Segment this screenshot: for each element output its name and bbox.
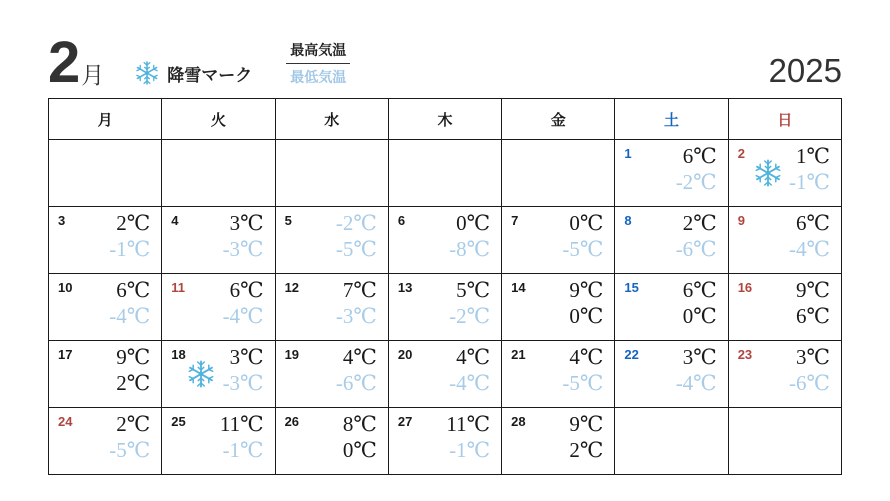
day-cell-content: [49, 274, 161, 340]
day-number: 2: [737, 146, 745, 161]
temperature-block: [676, 345, 717, 396]
low-temperature: -4℃: [675, 370, 717, 395]
calendar-day-cell[interactable]: [162, 341, 275, 408]
calendar-header: [48, 20, 842, 95]
calendar-day-cell[interactable]: [728, 140, 841, 207]
high-temperature: 9℃: [569, 278, 604, 302]
high-temperature: -2℃: [335, 211, 377, 235]
low-temperature: -1℃: [109, 236, 151, 261]
calendar-week-row: [49, 408, 842, 475]
temperature-block: [223, 211, 264, 262]
temperature-block: [109, 278, 150, 329]
calendar-day-cell[interactable]: [162, 207, 275, 274]
calendar-day-cell[interactable]: [49, 341, 162, 408]
weekday-header-土: 土: [615, 99, 728, 140]
calendar-week-row: [49, 207, 842, 274]
calendar-day-cell[interactable]: [502, 207, 615, 274]
day-number: 3: [58, 213, 66, 228]
high-temperature: 2℃: [116, 412, 151, 436]
calendar-day-cell[interactable]: [162, 408, 275, 475]
high-temperature: 7℃: [342, 278, 377, 302]
day-number: 19: [284, 347, 300, 362]
calendar-header-row: [49, 99, 842, 140]
low-temperature: -2℃: [449, 303, 491, 328]
low-temperature: -1℃: [789, 169, 830, 194]
month-number: 2: [48, 30, 80, 95]
day-number: 27: [397, 414, 413, 429]
high-temperature: 6℃: [796, 211, 830, 235]
calendar-cell-empty: [388, 140, 501, 207]
calendar-day-cell[interactable]: [615, 140, 728, 207]
calendar-day-cell[interactable]: [49, 274, 162, 341]
high-temperature: 2℃: [116, 211, 151, 235]
temperature-block: [109, 211, 150, 262]
low-temperature: 2℃: [569, 437, 604, 462]
high-temperature: 4℃: [456, 345, 491, 369]
day-number: 1: [624, 146, 632, 161]
day-cell-content: [389, 341, 501, 407]
high-temperature: 9℃: [116, 345, 151, 369]
calendar-body: [49, 140, 842, 475]
calendar-day-cell[interactable]: [388, 274, 501, 341]
day-cell-content: [502, 274, 614, 340]
low-temperature: -1℃: [449, 437, 491, 462]
low-temperature: -5℃: [109, 437, 151, 462]
low-temperature: -8℃: [449, 236, 491, 261]
low-temperature: -6℃: [789, 370, 830, 395]
day-cell-content: [276, 341, 388, 407]
high-temperature: 6℃: [229, 278, 264, 302]
day-number: 23: [737, 347, 753, 362]
high-temperature: 4℃: [342, 345, 377, 369]
temperature-block: [109, 412, 150, 463]
weekday-header-月: 月: [49, 99, 162, 140]
weekday-header-日: 日: [728, 99, 841, 140]
day-number: 26: [284, 414, 300, 429]
temperature-block: [223, 278, 264, 329]
snow-legend-label: 降雪マーク: [167, 65, 253, 86]
low-temperature: -2℃: [675, 169, 717, 194]
day-cell-content: [615, 207, 727, 273]
day-cell-content: [162, 207, 274, 273]
high-temperature: 3℃: [796, 345, 830, 369]
low-temperature: -3℃: [335, 303, 377, 328]
calendar-day-cell[interactable]: [502, 408, 615, 475]
day-cell-content: [276, 140, 388, 206]
low-temperature: -5℃: [562, 236, 604, 261]
temperature-block: [220, 412, 264, 463]
day-cell-content: [729, 207, 841, 273]
calendar-day-cell[interactable]: [615, 274, 728, 341]
calendar-day-cell[interactable]: [615, 207, 728, 274]
calendar-cell-empty: [49, 140, 162, 207]
calendar-cell-empty: [615, 408, 728, 475]
calendar-day-cell[interactable]: [388, 341, 501, 408]
day-cell-content: [389, 408, 501, 474]
calendar-day-cell[interactable]: [49, 207, 162, 274]
temperature-block: [676, 144, 717, 195]
temperature-block: [449, 278, 490, 329]
calendar-day-cell[interactable]: [275, 274, 388, 341]
calendar-day-cell[interactable]: [728, 207, 841, 274]
low-temperature: -4℃: [222, 303, 264, 328]
temperature-block: [116, 345, 150, 396]
temperature-block: [789, 211, 830, 262]
day-cell-content: [389, 274, 501, 340]
low-temperature: -4℃: [449, 370, 491, 395]
calendar-day-cell[interactable]: [388, 408, 501, 475]
temperature-block: [449, 345, 490, 396]
snowflake-icon: [753, 158, 783, 188]
calendar-day-cell[interactable]: [49, 408, 162, 475]
day-cell-content: [389, 140, 501, 206]
day-number: 28: [511, 414, 526, 429]
high-temperature: 0℃: [569, 211, 604, 235]
day-number: 11: [171, 280, 186, 295]
day-number: 9: [737, 213, 745, 228]
high-temperature: 3℃: [229, 211, 264, 235]
high-temperature: 6℃: [682, 278, 717, 302]
low-temperature: -3℃: [222, 370, 264, 395]
high-temperature: 11℃: [446, 412, 491, 436]
temperature-block: [562, 211, 603, 262]
temperature-block: [336, 345, 377, 396]
temperature-block: [789, 345, 830, 396]
low-temperature: 0℃: [569, 303, 604, 328]
low-temperature: -4℃: [109, 303, 151, 328]
day-number: 25: [171, 414, 186, 429]
day-cell-content: [49, 207, 161, 273]
calendar-day-cell[interactable]: [502, 341, 615, 408]
day-number: 4: [171, 213, 179, 228]
day-cell-content: [729, 408, 841, 474]
day-number: 22: [624, 347, 639, 362]
calendar-week-row: [49, 341, 842, 408]
low-temperature: -1℃: [222, 437, 264, 462]
day-cell-content: [502, 341, 614, 407]
low-temp-legend-label: 最低気温: [290, 70, 347, 86]
day-cell-content: [276, 274, 388, 340]
temperature-block: [336, 211, 377, 262]
day-number: 5: [284, 213, 292, 228]
low-temperature: 0℃: [342, 437, 377, 462]
temperature-block: [449, 211, 490, 262]
day-number: 20: [397, 347, 413, 362]
low-temperature: -3℃: [222, 236, 264, 261]
day-cell-content: [162, 140, 274, 206]
calendar-cell-empty: [162, 140, 275, 207]
weekday-header-木: 木: [388, 99, 501, 140]
calendar-week-row: [49, 274, 842, 341]
calendar-day-cell[interactable]: [615, 341, 728, 408]
day-number: 8: [624, 213, 632, 228]
temperature-block: [562, 345, 603, 396]
snow-legend: [134, 60, 252, 92]
weekday-row: [49, 99, 842, 140]
weekday-header-金: 金: [502, 99, 615, 140]
high-temperature: 3℃: [229, 345, 264, 369]
day-number: 12: [284, 280, 300, 295]
day-cell-content: [389, 207, 501, 273]
day-number: 16: [737, 280, 753, 295]
snowflake-icon: [134, 60, 160, 86]
snowflake-icon: [186, 359, 216, 389]
calendar-week-row: [49, 140, 842, 207]
temperature-block: [796, 278, 830, 329]
day-cell-content: [615, 140, 727, 206]
low-temperature: -5℃: [335, 236, 377, 261]
day-number: 14: [511, 280, 526, 295]
high-temperature: 5℃: [456, 278, 491, 302]
day-number: 21: [511, 347, 526, 362]
day-number: 18: [171, 347, 186, 362]
day-number: 7: [511, 213, 519, 228]
high-temperature: 9℃: [569, 412, 604, 436]
calendar-cell-empty: [502, 140, 615, 207]
day-cell-content: [615, 274, 727, 340]
day-cell-content: [276, 408, 388, 474]
day-cell-content: [162, 408, 274, 474]
calendar-day-cell[interactable]: [162, 274, 275, 341]
low-temperature: -6℃: [675, 236, 717, 261]
day-cell-content: [49, 341, 161, 407]
high-temperature: 9℃: [796, 278, 830, 302]
temperature-block: [223, 345, 264, 396]
high-temperature: 6℃: [682, 144, 717, 168]
day-cell-content: [162, 274, 274, 340]
calendar-table: [48, 98, 842, 475]
calendar-day-cell[interactable]: [275, 408, 388, 475]
day-number: 15: [624, 280, 639, 295]
day-cell-content: [729, 274, 841, 340]
high-temperature: 0℃: [456, 211, 491, 235]
temperature-block: [683, 278, 717, 329]
high-temperature: 11℃: [219, 412, 264, 436]
month-kanji: 月: [81, 63, 105, 89]
calendar-cell-empty: [728, 408, 841, 475]
day-number: 24: [58, 414, 73, 429]
day-cell-content: [49, 140, 161, 206]
temperature-block: [336, 278, 377, 329]
day-cell-content: [502, 140, 614, 206]
high-temperature: 2℃: [682, 211, 717, 235]
temperature-legend: [286, 40, 350, 92]
day-number: 6: [397, 213, 406, 228]
calendar-cell-empty: [275, 140, 388, 207]
low-temperature: -5℃: [562, 370, 604, 395]
low-temperature: -4℃: [789, 236, 830, 261]
day-number: 17: [58, 347, 73, 362]
high-temperature: 6℃: [116, 278, 151, 302]
weekday-header-火: 火: [162, 99, 275, 140]
day-cell-content: [615, 341, 727, 407]
calendar-day-cell[interactable]: [728, 341, 841, 408]
calendar-day-cell[interactable]: [388, 207, 501, 274]
day-number: 10: [58, 280, 73, 295]
day-cell-content: [729, 140, 841, 206]
temperature-block: [446, 412, 490, 463]
month-title: [48, 30, 105, 95]
day-cell-content: [276, 207, 388, 273]
high-temperature: 8℃: [342, 412, 377, 436]
calendar-day-cell[interactable]: [502, 274, 615, 341]
low-temperature: 6℃: [796, 303, 830, 328]
low-temperature: 0℃: [682, 303, 717, 328]
high-temperature: 1℃: [796, 144, 830, 168]
day-cell-content: [729, 341, 841, 407]
day-cell-content: [502, 408, 614, 474]
high-temperature: 3℃: [682, 345, 717, 369]
calendar-day-cell[interactable]: [728, 274, 841, 341]
day-number: 13: [397, 280, 413, 295]
day-cell-content: [502, 207, 614, 273]
calendar-day-cell[interactable]: [275, 341, 388, 408]
temperature-block: [789, 144, 830, 195]
high-temperature: 4℃: [569, 345, 604, 369]
high-temp-legend-label: 最高気温: [286, 40, 350, 64]
day-cell-content: [162, 341, 274, 407]
low-temperature: 2℃: [116, 370, 151, 395]
year-label: 2025: [768, 52, 842, 89]
temperature-block: [569, 412, 603, 463]
temperature-block: [676, 211, 717, 262]
temperature-block: [343, 412, 377, 463]
calendar-day-cell[interactable]: [275, 207, 388, 274]
day-cell-content: [615, 408, 727, 474]
weekday-header-水: 水: [275, 99, 388, 140]
day-cell-content: [49, 408, 161, 474]
temperature-block: [569, 278, 603, 329]
low-temperature: -6℃: [335, 370, 377, 395]
